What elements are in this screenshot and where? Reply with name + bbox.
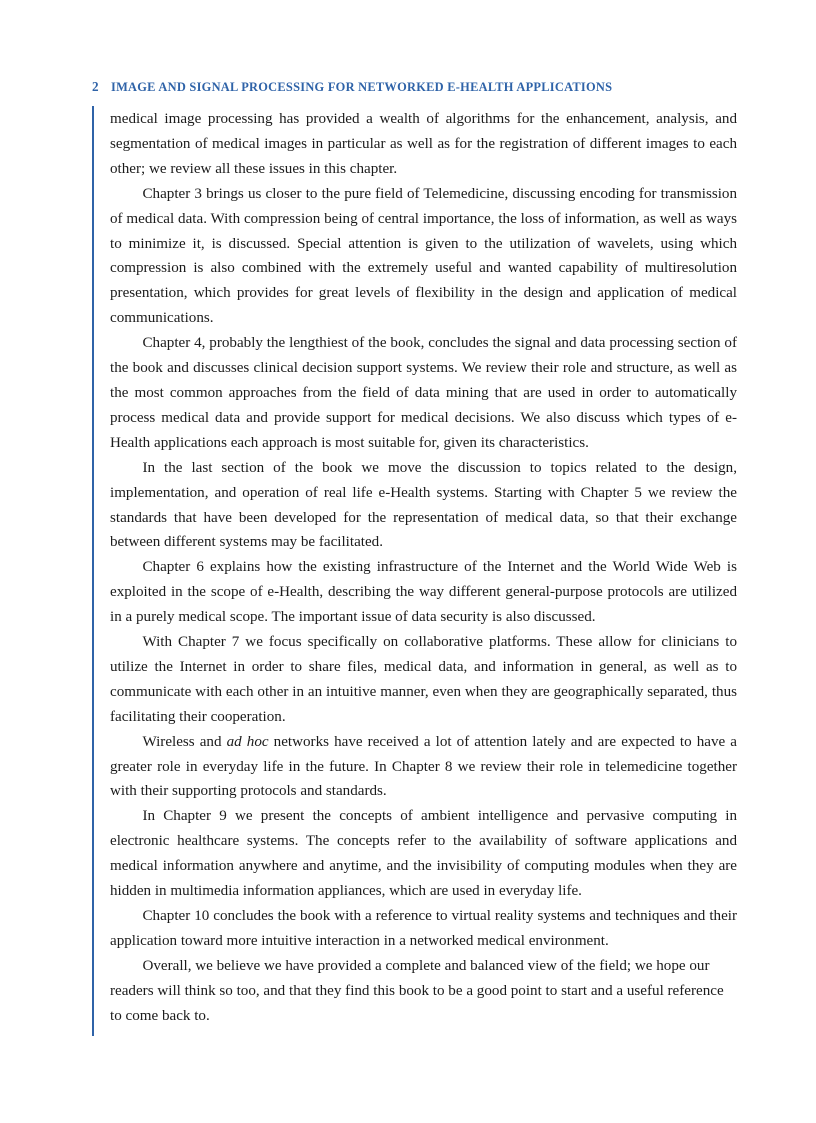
paragraph-text-run: Wireless and (142, 733, 227, 750)
italic-term: ad hoc (226, 733, 269, 750)
running-head-title: IMAGE AND SIGNAL PROCESSING FOR NETWORKED E-HEALTH APPLICATIONS (110, 80, 613, 94)
body-paragraph: Chapter 10 concludes the book with a reference to virtual reality systems and techniques and their application toward more intuitive interaction in a networked medical environment. (110, 908, 737, 949)
body-paragraph (110, 730, 737, 805)
body-text-column (110, 107, 737, 1029)
body-paragraph: medical image processing has provided a wealth of algorithms for the enhancement, analysis, and segmentation of medical images in particular as well as for the registration of different images to each other; we review all these issues in this chapter. (110, 111, 737, 177)
running-header (92, 79, 742, 99)
body-paragraph: Chapter 4, probably the lengthiest of the book, concludes the signal and data processing section of the book and discusses clinical decision support systems. We review their role and structure, as well as the most common approaches from the field of data mining that are used in order to automatically process medical data and provide support for medical decisions. We also discuss which types of e-Health applications each approach is most suitable for, given its characteristics. (110, 335, 737, 451)
change-bar-rule (92, 106, 94, 1036)
page-number: 2 (92, 79, 99, 94)
body-paragraph: Chapter 3 brings us closer to the pure field of Telemedicine, discussing encoding for transmission of medical data. With compression being of central importance, the loss of information, as well as ways to minimize it, is discussed. Special attention is given to the utilization of wavelets, using which compression is also combined with the extremely useful and wanted capability of multiresolution presentation, which provides for great levels of flexibility in the design and application of medical communications. (110, 185, 737, 327)
paragraph-text-run: networks have received a lot of attention lately and are expected to have a greater role in everyday life in the future. In Chapter 8 we review their role in telemedicine together with their supporting protocols and standards. (110, 733, 737, 800)
body-paragraph: In the last section of the book we move the discussion to topics related to the design, implementation, and operation of real life e-Health systems. Starting with Chapter 5 we review the standards that have been developed for the representation of medical data, so that their exchange between different systems may be facilitated. (110, 459, 737, 551)
body-paragraph: With Chapter 7 we focus specifically on collaborative platforms. These allow for clinicians to utilize the Internet in order to share files, medical data, and information in general, as well as to communicate with each other in an intuitive manner, even when they are geographically separated, thus facilitating their cooperation. (110, 634, 737, 725)
body-paragraph: Chapter 6 explains how the existing infrastructure of the Internet and the World Wide Web is exploited in the scope of e-Health, describing the way different general-purpose protocols are utilized in a purely medical scope. The important issue of data security is also discussed. (110, 559, 737, 626)
body-paragraph: Overall, we believe we have provided a complete and balanced view of the field; we hope our readers will think so too, and that they find this book to be a good point to start and a useful reference to come back to. (110, 957, 724, 1024)
body-paragraph: In Chapter 9 we present the concepts of ambient intelligence and pervasive computing in electronic healthcare systems. The concepts refer to the availability of software applications and medical information anywhere and anytime, and the invisibility of computing modules when they are hidden in multimedia information appliances, which are used in everyday life. (110, 808, 737, 900)
